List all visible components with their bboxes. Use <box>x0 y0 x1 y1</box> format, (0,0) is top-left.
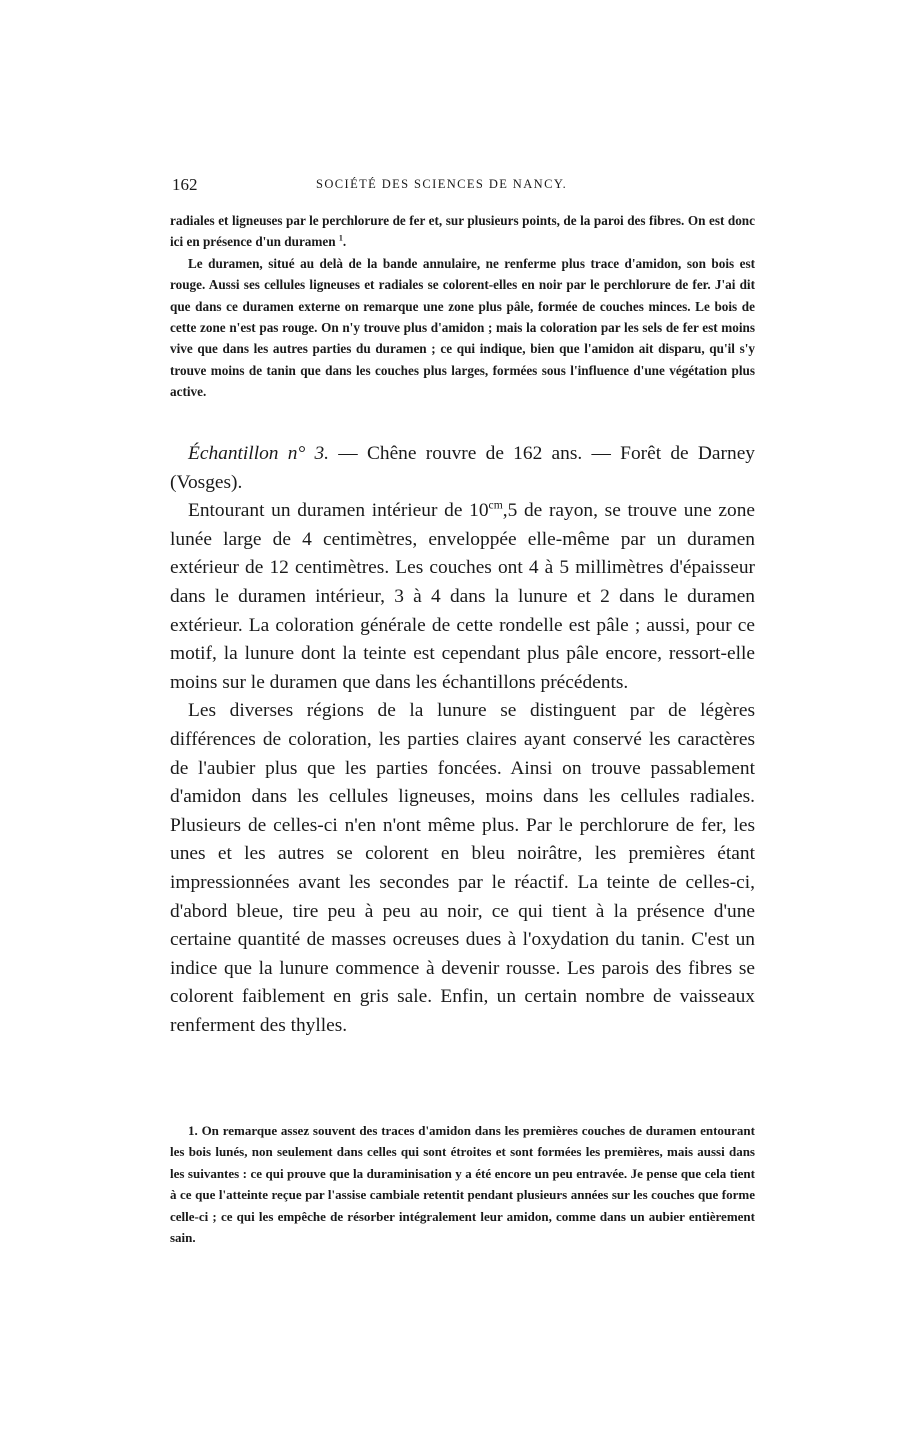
footnote-reference: 1 <box>338 234 343 244</box>
main-paragraph-1 <box>170 497 755 697</box>
intro-paragraph-continuation <box>170 210 755 253</box>
footnote-block <box>170 1120 755 1248</box>
unit-superscript: cm <box>488 498 503 512</box>
main-paragraph-2: Les diverses régions de la lunure se distinguent par de légères différences de coloration, les parties claires ayant conservé les caractères de l'aubier plus que les parties foncées. Ainsi on trouve passablement d'amidon dans les cellules ligneuses, moins dans les cellules radiales. Plusieurs de celles-ci n'en n'ont même plus. Par le perchlorure de fer, les unes et les autres se colorent en bleu noirâtre, les premières étant impressionnées avant les secondes par le réactif. La teinte de celles-ci, d'abord bleue, tire peu à peu au noir, ce qui tient à la présence d'une certaine quantité de masses ocreuses dues à l'oxydation du tanin. C'est un indice que la lunure commence à devenir rousse. Les parois des fibres se colorent faiblement en gris sale. Enfin, un certain nombre de vaisseaux renferment des thylles. <box>170 700 755 1036</box>
intro-paragraph-2: Le duramen, situé au delà de la bande annulaire, ne renferme plus trace d'amidon, son bois est rouge. Aussi ses cellules ligneuses et radiales se colorent-elles en noir par le perchlorure de fer. J'ai dit que dans ce duramen externe on remarque une zone plus pâle, formée de couches minces. Le bois de cette zone n'est pas rouge. On n'y trouve plus d'amidon ; mais la coloration par les sels de fer est moins vive que dans les autres parties du duramen ; ce qui indique, bien que l'amidon ait disparu, qu'il s'y trouve moins de tanin que dans les couches plus larges, formées sous l'influence d'une végétation plus active. <box>170 255 755 400</box>
intro-paragraph-1-text: radiales et ligneuses par le perchlorure de fer et, sur plusieurs points, de la paroi des fibres. On est donc ici en présence d'un duramen <box>170 213 755 250</box>
sample-heading-rest: — Chêne rouvre de 162 ans. — Forêt de Darney (Vosges). <box>170 443 755 493</box>
sample-heading <box>170 440 755 497</box>
main-text-block <box>170 440 755 1040</box>
intro-text-block <box>170 210 755 403</box>
running-title: SOCIÉTÉ DES SCIENCES DE NANCY. <box>316 177 568 191</box>
page-number: 162 <box>172 175 198 194</box>
main-paragraph-1-rest: ,5 de rayon, se trouve une zone lunée large de 4 centimètres, enveloppée elle-même par un duramen extérieur de 12 centimètres. Les couches ont 4 à 5 millimètres d'épaisseur dans le duramen intérieur, 3 à 4 dans la lunure et 2 dans le duramen extérieur. La coloration générale de cette rondelle est pâle ; aussi, pour ce motif, la lunure dont la teinte est cependant plus pâle encore, ressort-elle moins sur le duramen que dans les échantillons précédents. <box>170 500 756 693</box>
intro-paragraph-1-end: . <box>342 234 347 250</box>
sample-heading-italic: Échantillon n° 3. <box>188 443 330 464</box>
footnote-text: 1. On remarque assez souvent des traces d'amidon dans les premières couches de duramen entourant les bois lunés, non seulement dans celles qui sont étroites et sont formées les premières, mais aussi dans les suivantes : ce qui prouve que la duraminisation y a été encore un peu entravée. Je pense que cela tient à ce que l'atteinte reçue par l'assise cambiale retentit pendant plusieurs années sur les couches que forme celle-ci ; ce qui les empêche de résorber intégralement leur amidon, comme dans un aubier entièrement sain. <box>170 1123 755 1246</box>
running-head <box>170 175 755 199</box>
main-paragraph-1-start: Entourant un duramen intérieur de 10 <box>188 500 489 522</box>
